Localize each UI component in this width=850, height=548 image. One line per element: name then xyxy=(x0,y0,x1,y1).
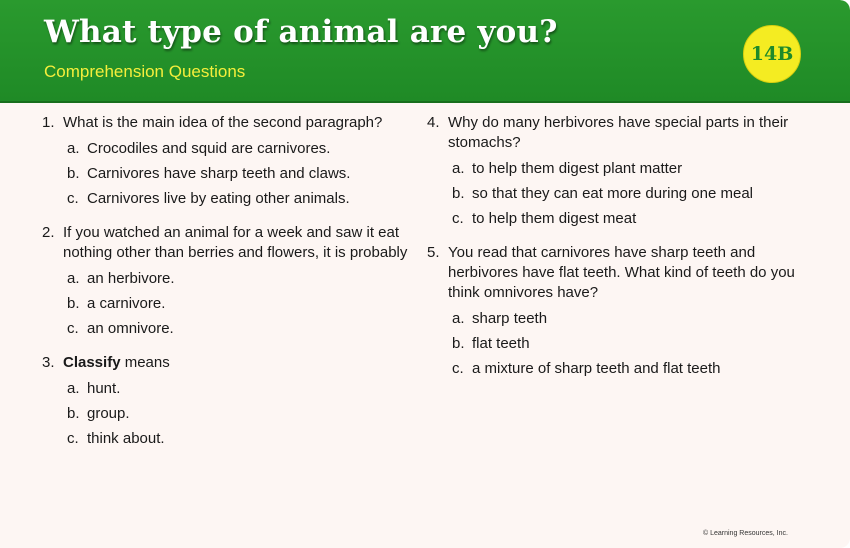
question-3 xyxy=(42,353,422,451)
answer-option xyxy=(452,206,817,231)
option-letter: c. xyxy=(67,189,79,207)
question-1 xyxy=(42,113,422,211)
option-letter: b. xyxy=(67,294,80,312)
left-column xyxy=(42,113,422,463)
option-letter: c. xyxy=(67,429,79,447)
option-letter: b. xyxy=(452,334,465,352)
option-letter: a. xyxy=(452,309,465,327)
card-subtitle: Comprehension Questions xyxy=(44,62,246,81)
option-text: to help them digest meat xyxy=(472,209,637,227)
question-2 xyxy=(42,223,422,341)
question-text xyxy=(63,353,422,373)
answer-options xyxy=(67,266,422,341)
answer-option xyxy=(67,291,422,316)
answer-option xyxy=(67,401,422,426)
answer-option xyxy=(67,161,422,186)
option-text: hunt. xyxy=(87,379,121,397)
answer-option xyxy=(452,356,817,381)
card-title: What type of animal are you? xyxy=(44,14,558,50)
question-text: Why do many herbivores have special parts in their stomachs? xyxy=(448,114,789,151)
answer-option xyxy=(67,266,422,291)
answer-option xyxy=(452,331,817,356)
option-text: Crocodiles and squid are carnivores. xyxy=(87,139,331,157)
option-letter: c. xyxy=(67,319,79,337)
question-number: 5. xyxy=(427,244,440,261)
answer-option xyxy=(452,156,817,181)
option-text: flat teeth xyxy=(472,334,530,352)
answer-option xyxy=(67,186,422,211)
answer-options xyxy=(67,376,422,451)
question-text: If you watched an animal for a week and saw it eat nothing other than berries and flowers, it is probably xyxy=(63,224,408,261)
option-letter: a. xyxy=(67,139,80,157)
option-letter: a. xyxy=(67,379,80,397)
vocabulary-term: Classify xyxy=(63,354,121,371)
card-header xyxy=(0,0,850,103)
option-text: an herbivore. xyxy=(87,269,175,287)
option-letter: a. xyxy=(67,269,80,287)
option-text: Carnivores have sharp teeth and claws. xyxy=(87,164,351,182)
question-text: You read that carnivores have sharp teeth and herbivores have flat teeth. What kind of teeth do you think omnivores have? xyxy=(448,244,795,301)
question-text-rest: means xyxy=(120,354,170,371)
answer-options xyxy=(452,306,817,381)
option-text: an omnivore. xyxy=(87,319,174,337)
option-letter: b. xyxy=(67,164,80,182)
answer-option xyxy=(452,306,817,331)
option-text: a mixture of sharp teeth and flat teeth xyxy=(472,359,721,377)
option-letter: c. xyxy=(452,209,464,227)
question-4 xyxy=(427,113,817,231)
option-text: a carnivore. xyxy=(87,294,166,312)
option-letter: b. xyxy=(67,404,80,422)
option-text: sharp teeth xyxy=(472,309,548,327)
answer-options xyxy=(452,156,817,231)
answer-option xyxy=(452,181,817,206)
option-text: group. xyxy=(87,404,130,422)
question-number: 4. xyxy=(427,114,440,131)
copyright-notice: © Learning Resources, Inc. xyxy=(703,530,788,537)
option-text: to help them digest plant matter xyxy=(472,159,683,177)
answer-option xyxy=(67,316,422,341)
option-letter: c. xyxy=(452,359,464,377)
answer-option xyxy=(67,376,422,401)
option-text: think about. xyxy=(87,429,165,447)
option-letter: b. xyxy=(452,184,465,202)
option-text: so that they can eat more during one meal xyxy=(472,184,754,202)
option-text: Carnivores live by eating other animals. xyxy=(87,189,350,207)
question-text: What is the main idea of the second paragraph? xyxy=(63,114,383,131)
answer-options xyxy=(67,136,422,211)
answer-option xyxy=(67,136,422,161)
question-number: 1. xyxy=(42,114,55,131)
answer-option xyxy=(67,426,422,451)
question-number: 2. xyxy=(42,224,55,241)
option-letter: a. xyxy=(452,159,465,177)
right-column xyxy=(427,113,817,393)
question-5 xyxy=(427,243,817,381)
card-number-badge: 14B xyxy=(743,25,801,83)
question-number: 3. xyxy=(42,354,55,371)
